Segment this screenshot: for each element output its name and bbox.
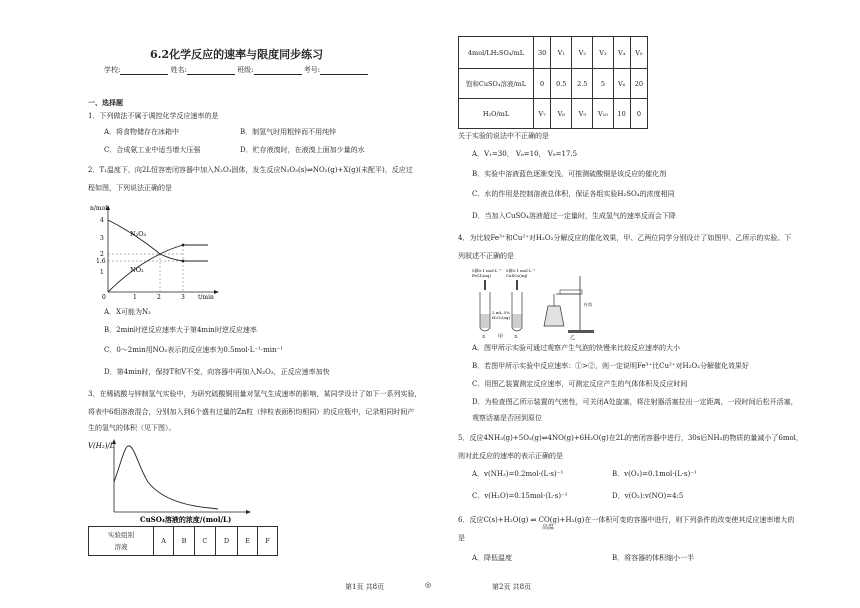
q4-apparatus-figure [472, 266, 602, 340]
q3-x-label: CuSO₄溶液的浓度/(mol/L) [140, 515, 232, 524]
q3-table-header-group: 实验组别 [108, 531, 134, 539]
row-water-b: V₈ [551, 99, 572, 129]
row-cuso4-e: V₆ [613, 69, 630, 99]
syringe [560, 290, 582, 294]
row-cuso4-f: 20 [630, 69, 647, 99]
fig-label-syringe: 针筒 [584, 302, 592, 307]
q3-group-b: B [174, 527, 195, 556]
q3-group-a: A [154, 527, 174, 556]
q4-option-d-line2: 观察活塞是否回到原位 [472, 414, 542, 422]
q6-option-b[interactable]: B．将容器的体积缩小一半 [612, 554, 695, 562]
fig-label-cuso4: 5滴0.1 mol·L⁻¹ [506, 268, 536, 273]
q1-option-b[interactable]: B．制氢气时用粗锌而不用纯锌 [240, 128, 337, 136]
fig-num-2: ② [514, 334, 518, 339]
q5-option-d[interactable]: D．v(O₂):v(NO)=4:5 [612, 492, 684, 500]
row-cuso4-b: 0.5 [551, 69, 572, 99]
q4-option-b[interactable]: B．若图甲所示实验中反应速率：①>②，则一定说明Fe³⁺比Cu²⁺对H₂O₂分解催化效果好 [472, 362, 749, 370]
row-cuso4-d: 5 [593, 69, 613, 99]
q6-stem-line1: 6．反应C(s)+H₂O(g) ⇌ CO(g)+H₂(g)在一体积可变的容器中进行，则下列条件的改变使其反应速率增大的 [458, 516, 795, 524]
fig-label-cuso4-b: CuSO₄(aq) [506, 273, 528, 278]
q3-stem-line3: 生的氢气的体积（见下图）。 [88, 424, 176, 432]
q3-group-e: E [237, 527, 257, 556]
row-cuso4-label: 饱和CuSO₄溶液/mL [459, 69, 534, 99]
q3-group-d: D [215, 527, 237, 556]
fig-num-1: ① [482, 334, 486, 339]
q2-ytick-1-6: 1.6 [96, 258, 106, 265]
fig-label-h2o2: 2 mL 5% [492, 310, 510, 315]
q5-stem-line1: 5．反应4NH₃(g)+5O₂(g)⇌4NO(g)+6H₂O(g)在2L的密闭容器中进行，30s后NH₃的物质的量减小了6mol， [458, 434, 803, 442]
q5-option-a[interactable]: A．v(NH₃)=0.2mol·(L·s)⁻¹ [472, 470, 564, 478]
row-water-d: V₁₀ [593, 99, 613, 129]
q2-ytick-1: 1 [100, 269, 104, 276]
section-heading: 一、选择题 [88, 98, 123, 107]
name-label: 姓名: [170, 66, 187, 74]
q4-option-c[interactable]: C．用图乙装置测定反应速率，可测定反应产生的气体体积及反应时间 [472, 380, 688, 388]
q2-ytick-2: 2 [100, 251, 104, 258]
q2-n2o3-label: N₂O₃ [130, 230, 147, 238]
student-info-line [104, 66, 368, 75]
q1-stem: 1．下列做法不属于调控化学反应速率的是 [88, 112, 219, 120]
conical-flask [544, 306, 564, 326]
q3b-option-a[interactable]: A．V₁=30， V₆=10， V₈=17.5 [472, 150, 578, 158]
fig-label-fecl3-b: FeCl₃(aq) [472, 273, 491, 278]
row-h2so4-a: 30 [534, 37, 551, 69]
row-h2so4-label: 4mol/LH₂SO₄/mL [459, 37, 534, 69]
q6-stem-line2: 是 [458, 534, 465, 542]
q2-ytick-3: 3 [100, 235, 104, 242]
fig-label-fecl3: 5滴0.1 mol·L⁻¹ [472, 268, 502, 273]
q2-option-c[interactable]: C．0～2min用NO₂表示的反应速率为0.5mol·L⁻¹·min⁻¹ [104, 346, 284, 354]
fig-label-jia: 甲 [498, 334, 504, 340]
q5-stem-line2: 则对此反应的速率的表示正确的是 [458, 452, 563, 460]
q3b-option-b[interactable]: B．实验中溶液蓝色逐渐变浅，可推测硫酸铜是该反应的催化剂 [472, 170, 667, 178]
footer-binding-mark: ◎ [425, 581, 432, 589]
q3-table-header-cell [89, 527, 154, 556]
q2-xtick-2: 2 [157, 294, 161, 300]
row-water-c: V₉ [572, 99, 593, 129]
q2-ytick-4: 4 [100, 217, 104, 224]
q3-stem-line2: 将表中6组溶液混合，分别加入到6个盛有过量的Zn粒（锌粒表面积均相同）的反应瓶中，记录相同时间产 [88, 408, 415, 416]
row-water-f: 0 [630, 99, 647, 129]
fig-label-yi: 乙 [570, 335, 576, 340]
q2-x-label: t/min [198, 294, 214, 300]
q3-stem-line1: 3．在稀硫酸与锌制氢气实验中，为研究硫酸铜用量对氢气生成速率的影响，某同学设计了如下一系列实验， [88, 390, 422, 398]
q4-stem-line1: 4．为比较Fe³⁺和Cu²⁺对H₂O₂分解反应的催化效果，甲、乙两位同学分别设计了如图甲、乙所示的实验。下 [458, 234, 792, 242]
q6-condition: 高温 [542, 524, 555, 531]
q2-option-a[interactable]: A．X可能为N₂ [104, 308, 151, 316]
q3-y-label: V(H₂)/L [88, 442, 115, 450]
q3-group-f: F [258, 527, 278, 556]
q2-option-b[interactable]: B．2min时逆反应速率大于第4min时逆反应速率 [104, 326, 257, 334]
fig-label-h2o2-b: H₂O₂(aq) [492, 315, 511, 320]
q3-table-part1 [88, 526, 278, 556]
q3-table-part2 [458, 36, 648, 129]
q3-table-header-solution: 溶液 [114, 543, 128, 551]
q3b-option-d[interactable]: D．当加入CuSO₄溶液超过一定量时，生成氢气的速率反而会下降 [472, 212, 676, 220]
q1-option-c[interactable]: C．合成氨工业中适当增大压强 [104, 146, 201, 154]
row-water-e: 10 [613, 99, 630, 129]
q2-y-label: n/mol [90, 205, 108, 212]
q2-mole-time-graph [88, 200, 228, 300]
footer-left-page-number: 第1页 共8页 [345, 583, 385, 591]
q5-option-b[interactable]: B．v(O₂)=0.1mol·(L·s)⁻¹ [612, 470, 697, 478]
q3-group-c: C [194, 527, 215, 556]
row-h2so4-f: V₅ [630, 37, 647, 69]
q6-option-a[interactable]: A．降低温度 [472, 554, 513, 562]
exam-number-blank[interactable] [320, 66, 368, 75]
q1-option-a[interactable]: A．将食物储存在冰箱中 [104, 128, 180, 136]
q4-option-d-line1[interactable]: D．为检查图乙所示装置的气密性，可关闭A处旋塞，将注射器活塞拉出一定距离，一段时间后松开活塞， [472, 398, 798, 406]
row-water-a: V₇ [534, 99, 551, 129]
footer-right-page-number: 第2页 共8页 [492, 583, 532, 591]
q3b-stem: 关于实验的说法中不正确的是 [458, 132, 549, 140]
q3b-option-c[interactable]: C．水的作用是控制溶液总体积，保证各组实验H₂SO₄的浓度相同 [472, 190, 675, 198]
row-cuso4-a: 0 [534, 69, 551, 99]
right-page [430, 0, 860, 608]
q4-option-a[interactable]: A．图甲所示实验可通过观察产生气泡的快慢来比较反应速率的大小 [472, 344, 681, 352]
q2-xtick-0: 0 [102, 294, 106, 300]
q3-curve [114, 446, 218, 509]
school-label: 学校: [104, 66, 121, 74]
row-h2so4-b: V₁ [551, 37, 572, 69]
name-blank[interactable] [187, 66, 235, 75]
q2-option-d[interactable]: D．第4min时，保持T和V不变，向容器中再加入N₂O₃，正反应速率加快 [104, 368, 330, 376]
row-cuso4-c: 2.5 [572, 69, 593, 99]
exam-number-label: 考号: [303, 66, 321, 74]
q4-stem-line2: 列叙述不正确的是 [458, 252, 514, 260]
class-blank[interactable] [254, 66, 302, 75]
row-water-label: H₂O/mL [459, 99, 534, 129]
row-h2so4-d: V₃ [593, 37, 613, 69]
row-h2so4-c: V₂ [572, 37, 593, 69]
q2-xtick-1: 1 [133, 294, 137, 300]
class-label: 班级: [237, 66, 254, 74]
q5-option-c[interactable]: C．v(H₂O)=0.15mol·(L·s)⁻¹ [472, 492, 568, 500]
q2-no2-label: NO₂ [130, 266, 144, 274]
q1-option-d[interactable]: D．贮存液溴时，在液溴上面加少量的水 [240, 146, 365, 154]
q2-stem-line1: 2．T₁温度下，向2L恒容密闭容器中加入N₂O₃固体，发生反应N₂O₃(s)⇌NO₂(g)+X(g)(未配平)，反应过 [88, 166, 413, 174]
school-blank[interactable] [120, 66, 168, 75]
row-h2so4-e: V₄ [613, 37, 630, 69]
q3-volume-concentration-graph [88, 436, 258, 524]
q2-xtick-3: 3 [181, 294, 185, 300]
page-title: 6.2化学反应的速率与限度同步练习 [150, 48, 324, 61]
q2-stem-line2: 程如图，下列说法正确的是 [88, 184, 172, 192]
